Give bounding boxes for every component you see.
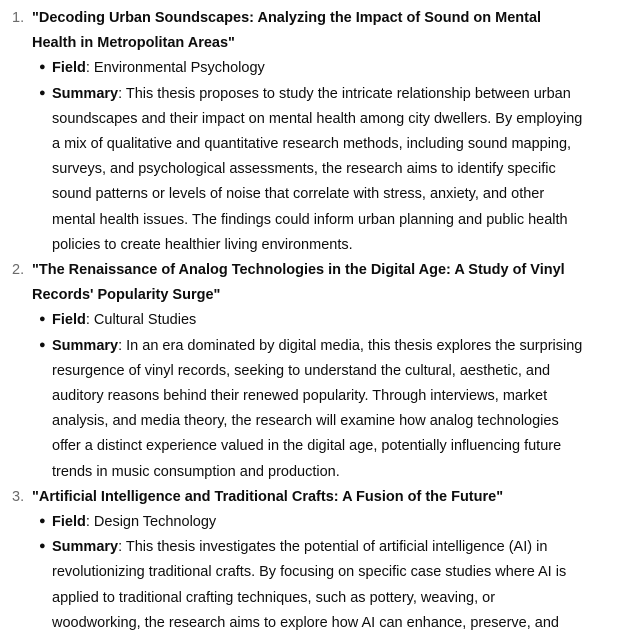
bullet-icon: ● <box>39 61 46 74</box>
bullet-icon: ● <box>39 338 46 351</box>
thesis-list <box>0 6 626 636</box>
field-detail: ● Field: Design Technology <box>32 510 586 535</box>
summary-text: This thesis proposes to study the intricate relationship between urban soundscapes and their impact on mental health among city dwellers. By employing a mix of qualitative and quantitative research methods, including sound mapping, surveys, and psychological assessments, the research aims to identify specific sound patterns or levels of noise that correlate with stress, anxiety, and other mental health issues. The findings could inform urban planning and public health policies to create healthier living environments. <box>52 85 583 253</box>
summary-text: In an era dominated by digital media, this thesis explores the surprising resurgence of vinyl records, seeking to understand the cultural, aesthetic, and auditory reasons behind their renewed popularity. Through interviews, market analysis, and media theory, the research will examine how analog technologies offer a distinct experience valued in the digital age, potentially influencing future trends in music consumption and production. <box>52 337 583 480</box>
summary-detail: ● Summary: This thesis proposes to study the intricate relationship between urban soundscapes and their impact on mental health among city dwellers. By employing a mix of qualitative and quantitative research methods, including sound mapping, surveys, and psychological assessments, the research aims to identify specific sound patterns or levels of noise that correlate with stress, anxiety, and other mental health issues. The findings could inform urban planning and public health policies to create healthier living environments. <box>32 82 586 258</box>
thesis-title: "Decoding Urban Soundscapes: Analyzing the Impact of Sound on Mental Health in Metropolitan Areas" <box>32 10 542 52</box>
summary-label: Summary <box>52 539 119 556</box>
field-value: Cultural Studies <box>93 312 197 329</box>
bullet-icon: ● <box>39 540 46 553</box>
summary-label: Summary <box>52 85 119 102</box>
bullet-icon: ● <box>39 313 46 326</box>
field-label: Field <box>52 312 86 329</box>
field-label: Field <box>52 514 86 531</box>
summary-label: Summary <box>52 337 119 354</box>
field-label: Field <box>52 60 86 77</box>
thesis-details <box>32 510 586 636</box>
thesis-title: "The Renaissance of Analog Technologies in the Digital Age: A Study of Vinyl Records' Popularity Surge" <box>32 262 565 304</box>
field-detail: ● Field: Environmental Psychology <box>32 56 586 81</box>
bullet-icon: ● <box>39 86 46 99</box>
thesis-item-1 <box>0 6 626 258</box>
thesis-list-view <box>0 6 626 636</box>
list-number: 2. <box>12 262 25 279</box>
summary-text: This thesis investigates the potential of artificial intelligence (AI) in revolutionizing traditional crafts. By focusing on specific case studies where AI is applied to traditional crafting techniques, such as pottery, weaving, or woodworking, the research aims to explore how AI can enhance, preserve, and <box>52 539 567 631</box>
field-value: Environmental Psychology <box>93 60 265 77</box>
bullet-icon: ● <box>39 515 46 528</box>
field-detail: ● Field: Cultural Studies <box>32 308 586 333</box>
thesis-details <box>32 56 586 258</box>
thesis-item-2 <box>0 258 626 485</box>
thesis-details <box>32 308 586 484</box>
summary-detail: ● Summary: In an era dominated by digital media, this thesis explores the surprising resurgence of vinyl records, seeking to understand the cultural, aesthetic, and auditory reasons behind their renewed popularity. Through interviews, market analysis, and media theory, the research will examine how analog technologies offer a distinct experience valued in the digital age, potentially influencing future trends in music consumption and production. <box>32 334 586 485</box>
field-value: Design Technology <box>93 514 217 531</box>
thesis-title: "Artificial Intelligence and Traditional Crafts: A Fusion of the Future" <box>32 488 504 505</box>
thesis-item-3 <box>0 485 626 636</box>
summary-detail: ● Summary: This thesis investigates the potential of artificial intelligence (AI) in revolutionizing traditional crafts. By focusing on specific case studies where AI is applied to traditional crafting techniques, such as pottery, weaving, or woodworking, the research aims to explore how AI can enhance, preserve, and <box>32 535 586 636</box>
list-number: 1. <box>12 10 25 26</box>
list-number: 3. <box>12 488 25 505</box>
